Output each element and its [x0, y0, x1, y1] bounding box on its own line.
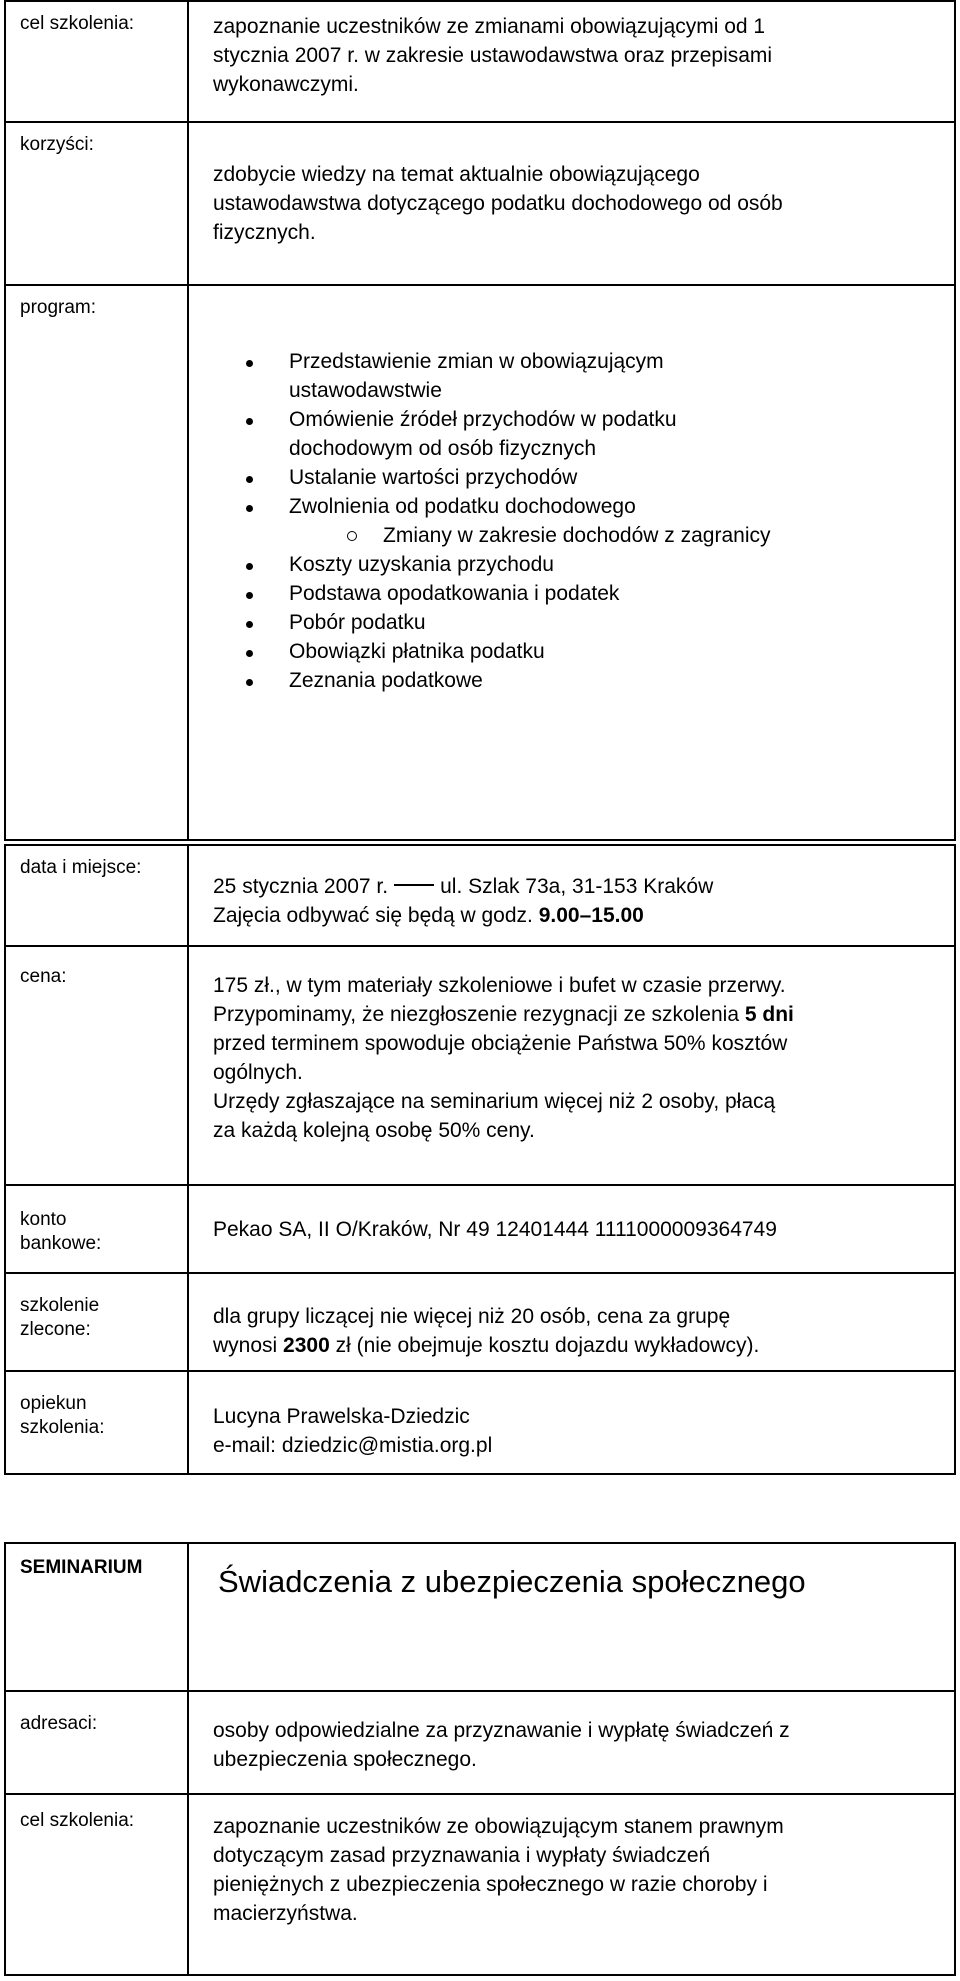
date-line: 25 stycznia 2007 r. ul. Szlak 73a, 31-153 Kraków: [213, 875, 714, 898]
price-line: przed terminem spowoduje obciążenie Państwa 50% kosztów: [213, 1032, 788, 1055]
price-line: 175 zł., w tym materiały szkoleniowe i bufet w czasie przerwy.: [213, 974, 786, 997]
ordered-line: wynosi 2300 zł (nie obejmuje kosztu dojazdu wykładowcy).: [213, 1334, 760, 1357]
ordered-value: [188, 1273, 955, 1371]
ordered-line: dla grupy liczącej nie więcej niż 20 osób, cena za grupę: [213, 1305, 731, 1328]
program-subitem: Zmiany w zakresie dochodów z zagranicy: [189, 521, 944, 550]
goal-line: zapoznanie uczestników ze zmianami obowiązującymi od 1: [213, 15, 766, 38]
program-item: Podstawa opodatkowania i podatek: [189, 579, 944, 608]
benefits-line: ustawodawstwa dotyczącego podatku dochodowego od osób: [213, 192, 783, 215]
seminar-title: Świadczenia z ubezpieczenia społecznego: [218, 1564, 806, 1599]
bank-value: Pekao SA, II O/Kraków, Nr 49 12401444 1111000009364749: [188, 1185, 955, 1273]
program-row: [5, 285, 955, 840]
coordinator-value: [188, 1371, 955, 1474]
coordinator-row: [5, 1371, 955, 1474]
program-item: Ustalanie wartości przychodów: [189, 463, 944, 492]
price-line: za każdą kolejną osobę 50% ceny.: [213, 1119, 535, 1142]
benefits-value: [188, 122, 955, 285]
coordinator-email[interactable]: e-mail: dziedzic@mistia.org.pl: [213, 1434, 493, 1457]
ordered-row: [5, 1273, 955, 1371]
seminar-goal-line: dotyczącym zasad przyznawania i wypłaty świadczeń: [213, 1844, 711, 1867]
benefits-row: [5, 122, 955, 285]
goal-line: stycznia 2007 r. w zakresie ustawodawstwa oraz przepisami: [213, 44, 773, 67]
seminar-row: [5, 1543, 955, 1691]
price-label: cena:: [5, 946, 188, 1185]
price-line: Urzędy zgłaszające na seminarium więcej niż 2 osoby, płacą: [213, 1090, 776, 1113]
program-item: Zeznania podatkowe: [189, 666, 944, 695]
bank-label: konto bankowe:: [5, 1185, 188, 1273]
seminar-goal-value: [188, 1794, 955, 1975]
program-item: Pobór podatku: [189, 608, 944, 637]
coordinator-label: opiekun szkolenia:: [5, 1371, 188, 1474]
program-label: program:: [5, 285, 188, 840]
ordered-label: szkolenie zlecone:: [5, 1273, 188, 1371]
price-row: [5, 946, 955, 1185]
seminar-title-cell: [188, 1543, 955, 1691]
coordinator-name: Lucyna Prawelska-Dziedzic: [213, 1405, 470, 1428]
seminar-goal-row: [5, 1794, 955, 1975]
audience-line: osoby odpowiedzialne za przyznawanie i wypłatę świadczeń z: [213, 1719, 790, 1742]
benefits-line: fizycznych.: [213, 221, 316, 244]
goal-line: wykonawczymi.: [213, 73, 359, 96]
course-info-table: [4, 0, 956, 841]
audience-value: [188, 1691, 955, 1794]
goal-row: [5, 1, 955, 122]
seminar-goal-label: cel szkolenia:: [5, 1794, 188, 1975]
price-line: Przypominamy, że niezgłoszenie rezygnacji ze szkolenia 5 dni: [213, 1003, 794, 1026]
audience-row: [5, 1691, 955, 1794]
program-item: Przedstawienie zmian w obowiązującym ustawodawstwie: [189, 347, 944, 405]
program-list: [189, 347, 944, 695]
audience-line: ubezpieczenia społecznego.: [213, 1748, 477, 1771]
date-label: data i miejsce:: [5, 845, 188, 946]
program-item: Omówienie źródeł przychodów w podatku dochodowym od osób fizycznych: [189, 405, 944, 463]
program-item: Koszty uzyskania przychodu: [189, 550, 944, 579]
program-item: Zwolnienia od podatku dochodowego: [189, 492, 944, 521]
benefits-label: korzyści:: [5, 122, 188, 285]
hours-line: Zajęcia odbywać się będą w godz. 9.00–15.00: [213, 904, 644, 927]
seminar-goal-line: macierzyństwa.: [213, 1902, 358, 1925]
audience-label: adresaci:: [5, 1691, 188, 1794]
program-item: Obowiązki płatnika podatku: [189, 637, 944, 666]
seminar-goal-line: zapoznanie uczestników ze obowiązującym stanem prawnym: [213, 1815, 784, 1838]
price-line: ogólnych.: [213, 1061, 303, 1084]
price-value: [188, 946, 955, 1185]
goal-label: cel szkolenia:: [5, 1, 188, 122]
seminar-goal-line: pieniężnych z ubezpieczenia społecznego w razie choroby i: [213, 1873, 768, 1896]
program-value: [188, 285, 955, 840]
goal-value: [188, 1, 955, 122]
seminar-table: [4, 1542, 956, 1976]
bank-row: [5, 1185, 955, 1273]
seminar-label: SEMINARIUM: [5, 1543, 188, 1691]
logistics-table: [4, 844, 956, 1475]
date-value: [188, 845, 955, 946]
benefits-line: zdobycie wiedzy na temat aktualnie obowiązującego: [213, 163, 700, 186]
date-row: [5, 845, 955, 946]
